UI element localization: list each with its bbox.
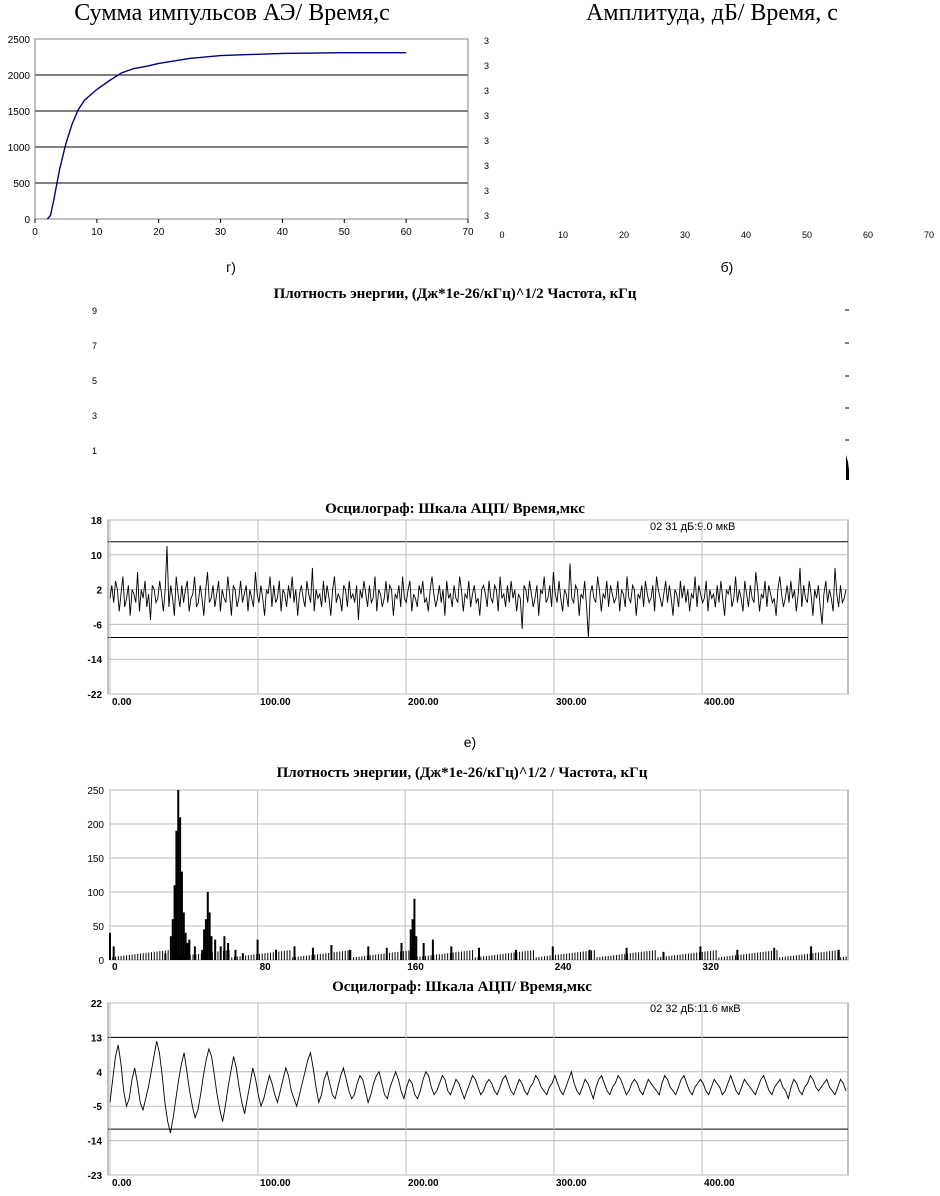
- chart-b-title: Амплитуда, дБ/ Время, с: [586, 0, 838, 26]
- chart-f-x-tick: 300.00: [556, 1178, 587, 1189]
- chart-b-x-tick: 70: [923, 230, 935, 240]
- chart-d-x-tick: 300.00: [556, 697, 587, 708]
- chart-d-y-tick: 2: [96, 585, 102, 597]
- chart-f-x-tick: 200.00: [408, 1178, 439, 1189]
- chart-b-y-tick: 3: [484, 211, 490, 221]
- chart-a-series-line: [47, 53, 406, 219]
- chart-c-y-tick: 3: [92, 411, 98, 421]
- chart-d-y-tick: -22: [87, 690, 102, 701]
- chart-e-y-tick: 100: [87, 888, 104, 899]
- chart-e-x-tick: 160: [407, 962, 424, 973]
- chart-e-y-tick: 0: [98, 956, 104, 967]
- chart-c-spike: [846, 455, 849, 480]
- chart-b-x-tick: 10: [557, 230, 569, 240]
- chart-f-x-tick: 400.00: [704, 1178, 735, 1189]
- chart-a-y-tick: 1000: [7, 143, 30, 154]
- chart-b-x-tick: 0: [499, 230, 505, 240]
- chart-d-x-tick: 100.00: [260, 697, 291, 708]
- chart-b-x-tick: 60: [862, 230, 874, 240]
- chart-f-y-tick: 22: [90, 999, 102, 1010]
- chart-e-y-tick: 250: [87, 786, 104, 797]
- chart-a-y-tick: 0: [24, 215, 30, 226]
- chart-b-y-tick: 3: [484, 86, 490, 96]
- chart-f-plot-frame: [108, 1003, 848, 1175]
- chart-a-x-tick: 30: [215, 227, 227, 238]
- chart-f-title: Осцилограф: Шкала АЦП/ Время,мкс: [332, 979, 592, 995]
- chart-f-y-tick: 13: [90, 1033, 102, 1045]
- chart-b-y-tick: 3: [484, 186, 490, 196]
- chart-d-y-tick: -6: [93, 620, 102, 632]
- chart-d-y-tick: 10: [90, 550, 102, 562]
- chart-a-x-tick: 60: [400, 227, 412, 238]
- chart-a-y-tick: 500: [13, 179, 30, 190]
- chart-a-x-tick: 40: [276, 227, 288, 238]
- chart-c-y-tick: 1: [92, 446, 98, 456]
- chart-d-x-tick: 0.00: [112, 697, 132, 708]
- chart-f-y-tick: -5: [93, 1102, 102, 1114]
- chart-a-x-tick: 0: [32, 227, 38, 238]
- chart-b-x-tick: 20: [618, 230, 630, 240]
- chart-d-y-tick: 18: [90, 516, 102, 527]
- chart-f-signal-line: [110, 1041, 846, 1133]
- chart-f-y-tick: -14: [87, 1136, 102, 1148]
- chart-c-y-tick: 9: [92, 306, 98, 316]
- chart-b-y-tick: 3: [484, 36, 490, 46]
- chart-f-x-tick: 0.00: [112, 1178, 132, 1189]
- chart-c-title: Плотность энергии, (Дж*1е-26/кГц)^1/2 Частота, кГц: [273, 286, 637, 302]
- chart-f-y-tick: 4: [96, 1067, 102, 1079]
- chart-b-x-tick: 50: [801, 230, 813, 240]
- chart-d-y-tick: -14: [87, 655, 102, 667]
- chart-a-title: Сумма импульсов АЭ/ Время,с: [74, 0, 390, 26]
- chart-d-plot-frame: [108, 520, 848, 694]
- chart-c-y-tick: 5: [92, 376, 98, 386]
- chart-b-y-tick: 3: [484, 136, 490, 146]
- chart-b-y-tick: 3: [484, 161, 490, 171]
- chart-e-x-tick: 0: [112, 962, 118, 973]
- chart-f-y-tick: -23: [87, 1171, 102, 1182]
- chart-a-plot-frame: [35, 39, 468, 219]
- chart-d-annotation: 02 31 дБ:9.0 мкВ: [650, 521, 736, 533]
- chart-d-signal-line: [110, 546, 846, 637]
- chart-e-x-tick: 320: [702, 962, 720, 973]
- chart-a-x-tick: 10: [91, 227, 103, 238]
- chart-d-caption: е): [463, 734, 477, 750]
- chart-e-y-tick: 150: [87, 854, 104, 865]
- chart-e-title: Плотность энергии, (Дж*1е-26/кГц)^1/2 / Частота, кГц: [276, 765, 648, 781]
- chart-e-x-tick: 240: [554, 962, 572, 973]
- chart-a-y-tick: 1500: [7, 107, 30, 118]
- chart-a-y-tick: 2000: [7, 71, 30, 82]
- chart-b-x-tick: 30: [679, 230, 691, 240]
- chart-a-x-tick: 20: [153, 227, 165, 238]
- chart-a-caption: г): [226, 259, 236, 275]
- chart-f-annotation: 02 32 дБ:11.6 мкВ: [650, 1003, 741, 1015]
- chart-b-y-tick: 3: [484, 61, 490, 71]
- chart-e-x-tick: 80: [259, 962, 271, 973]
- chart-a-x-tick: 70: [462, 227, 474, 238]
- chart-b-caption: б): [720, 259, 734, 275]
- chart-f-x-tick: 100.00: [260, 1178, 291, 1189]
- chart-d-x-tick: 400.00: [704, 697, 735, 708]
- chart-c-y-tick: 7: [92, 341, 98, 351]
- chart-e-y-tick: 200: [87, 820, 104, 831]
- chart-b-y-tick: 3: [484, 111, 490, 121]
- chart-a-y-tick: 2500: [7, 35, 30, 46]
- chart-a-x-tick: 50: [338, 227, 350, 238]
- chart-d-x-tick: 200.00: [408, 697, 439, 708]
- chart-d-title: Осцилограф: Шкала АЦП/ Время,мкс: [325, 501, 585, 517]
- chart-b-x-tick: 40: [740, 230, 752, 240]
- chart-e-y-tick: 50: [92, 922, 104, 933]
- chart-e-plot-frame: [110, 790, 848, 960]
